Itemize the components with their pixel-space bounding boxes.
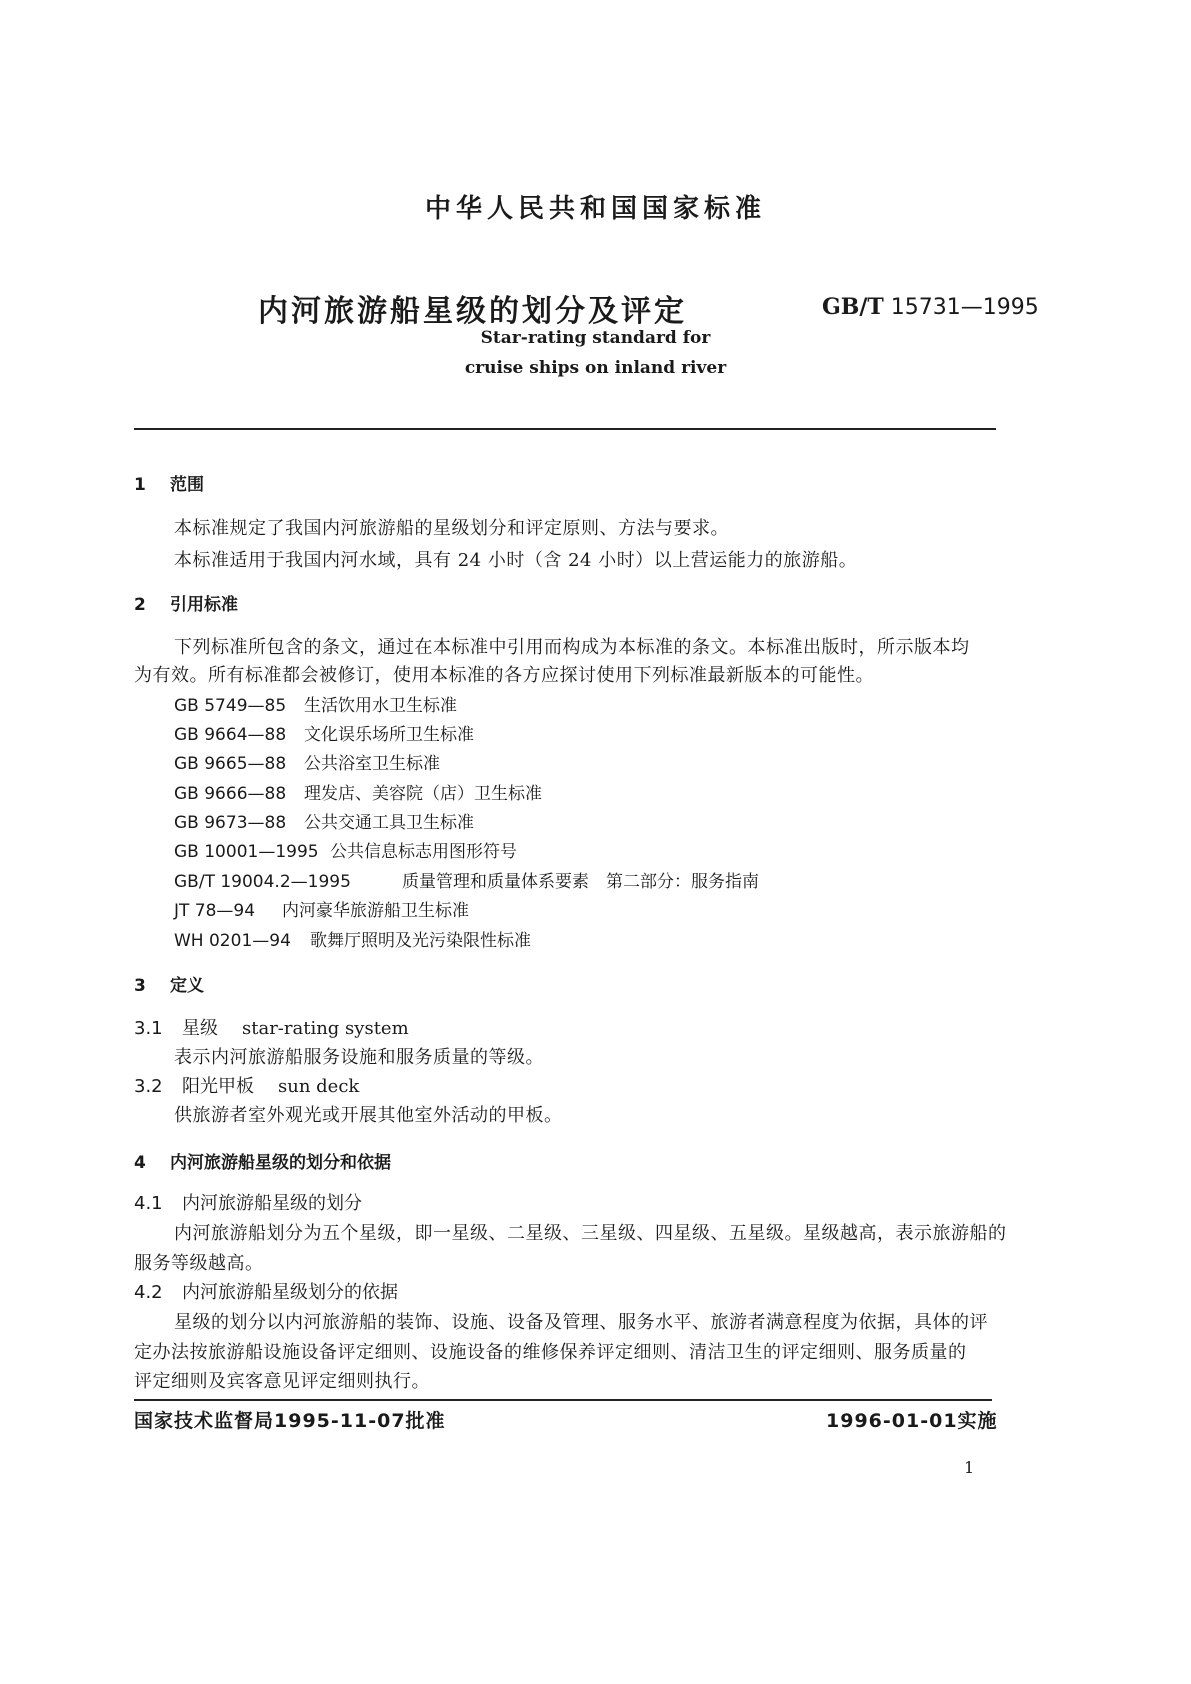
title-divider [134, 428, 996, 430]
section-1-paragraph: 本标准适用于我国内河水域，具有 24 小时（含 24 小时）以上营运能力的旅游船。 [174, 550, 858, 571]
clause-title: 内河旅游船星级的划分 [182, 1193, 362, 1214]
footer-divider [134, 1399, 992, 1401]
section-2-intro: 下列标准所包含的条文，通过在本标准中引用而构成为本标准的条文。本标准出版时，所示版本均 [174, 637, 970, 658]
reference-item [174, 720, 474, 745]
section-number: 1 [134, 475, 146, 495]
reference-code: GB 9664—88 [174, 725, 287, 745]
definition-text: 表示内河旅游船服务设施和服务质量的等级。 [174, 1047, 544, 1068]
reference-name: 公共信息标志用图形符号 [330, 842, 517, 862]
reference-name: 内河豪华旅游船卫生标准 [282, 901, 469, 921]
clause-text: 定办法按旅游船设施设备评定细则、设施设备的维修保养评定细则、清洁卫生的评定细则、服务质量的 [134, 1342, 967, 1363]
clause-4-1-heading [134, 1189, 362, 1215]
english-title-line2: cruise ships on inland river [464, 358, 727, 378]
approval-note: 国家技术监督局1995-11-07批准 [134, 1410, 446, 1432]
definition-term: 星级 [182, 1018, 218, 1039]
standard-code [822, 294, 1039, 320]
definition-term-en: star-rating system [242, 1018, 409, 1039]
section-4-heading [134, 1148, 391, 1173]
reference-item [174, 926, 531, 951]
definition-3-2 [134, 1072, 359, 1098]
standard-code-number: 15731—1995 [890, 295, 1039, 320]
clause-text: 评定细则及宾客意见评定细则执行。 [134, 1371, 430, 1392]
section-1-heading [134, 470, 204, 495]
section-2-heading [134, 590, 238, 615]
reference-item [174, 867, 759, 892]
reference-name: 质量管理和质量体系要素 第二部分：服务指南 [402, 872, 759, 892]
reference-code: GB 5749—85 [174, 696, 287, 716]
reference-item [174, 896, 469, 921]
reference-item [174, 779, 542, 804]
section-title: 范围 [170, 475, 204, 495]
reference-name: 文化误乐场所卫生标准 [304, 725, 474, 745]
section-3-heading [134, 971, 204, 996]
clause-number: 3.2 [134, 1076, 163, 1097]
national-standard-header: 中华人民共和国国家标准 [424, 194, 766, 224]
section-number: 4 [134, 1153, 146, 1173]
section-title: 内河旅游船星级的划分和依据 [170, 1153, 391, 1173]
english-title-line1: Star-rating standard for [480, 328, 711, 348]
clause-text: 星级的划分以内河旅游船的装饰、设施、设备及管理、服务水平、旅游者满意程度为依据，具体的评 [174, 1312, 988, 1333]
section-title: 引用标准 [170, 595, 238, 615]
document-title: 内河旅游船星级的划分及评定 [258, 294, 687, 329]
reference-item [174, 749, 440, 774]
section-number: 2 [134, 595, 146, 615]
page-number: 1 [964, 1458, 975, 1477]
reference-name: 理发店、美容院（店）卫生标准 [304, 784, 542, 804]
section-number: 3 [134, 976, 146, 996]
reference-item [174, 808, 474, 833]
clause-4-2-heading [134, 1278, 398, 1304]
definition-term-en: sun deck [278, 1076, 360, 1097]
reference-code: GB 9665—88 [174, 754, 287, 774]
definition-term: 阳光甲板 [182, 1076, 254, 1097]
reference-code: GB/T 19004.2—1995 [174, 872, 351, 892]
clause-title: 内河旅游船星级划分的依据 [182, 1282, 398, 1303]
reference-code: JT 78—94 [174, 901, 256, 921]
clause-number: 4.2 [134, 1282, 163, 1303]
reference-name: 歌舞厅照明及光污染限性标准 [310, 931, 531, 951]
section-1-paragraph: 本标准规定了我国内河旅游船的星级划分和评定原则、方法与要求。 [174, 518, 729, 539]
clause-text: 内河旅游船划分为五个星级，即一星级、二星级、三星级、四星级、五星级。星级越高，表示旅游船的 [174, 1223, 1007, 1244]
clause-text: 服务等级越高。 [134, 1253, 264, 1274]
reference-name: 公共交通工具卫生标准 [304, 813, 474, 833]
section-title: 定义 [170, 976, 204, 996]
reference-code: GB 10001—1995 [174, 842, 319, 862]
reference-name: 公共浴室卫生标准 [304, 754, 440, 774]
reference-code: GB 9673—88 [174, 813, 287, 833]
standard-code-prefix: GB/T [822, 294, 884, 320]
reference-name: 生活饮用水卫生标准 [304, 696, 457, 716]
clause-number: 3.1 [134, 1018, 163, 1039]
effective-date: 1996-01-01实施 [826, 1410, 998, 1432]
clause-number: 4.1 [134, 1193, 163, 1214]
reference-code: WH 0201—94 [174, 931, 291, 951]
reference-item [174, 691, 457, 716]
section-2-intro: 为有效。所有标准都会被修订，使用本标准的各方应探讨使用下列标准最新版本的可能性。 [134, 665, 874, 686]
definition-3-1 [134, 1014, 409, 1040]
definition-text: 供旅游者室外观光或开展其他室外活动的甲板。 [174, 1105, 563, 1126]
reference-item [174, 837, 517, 862]
reference-code: GB 9666—88 [174, 784, 287, 804]
